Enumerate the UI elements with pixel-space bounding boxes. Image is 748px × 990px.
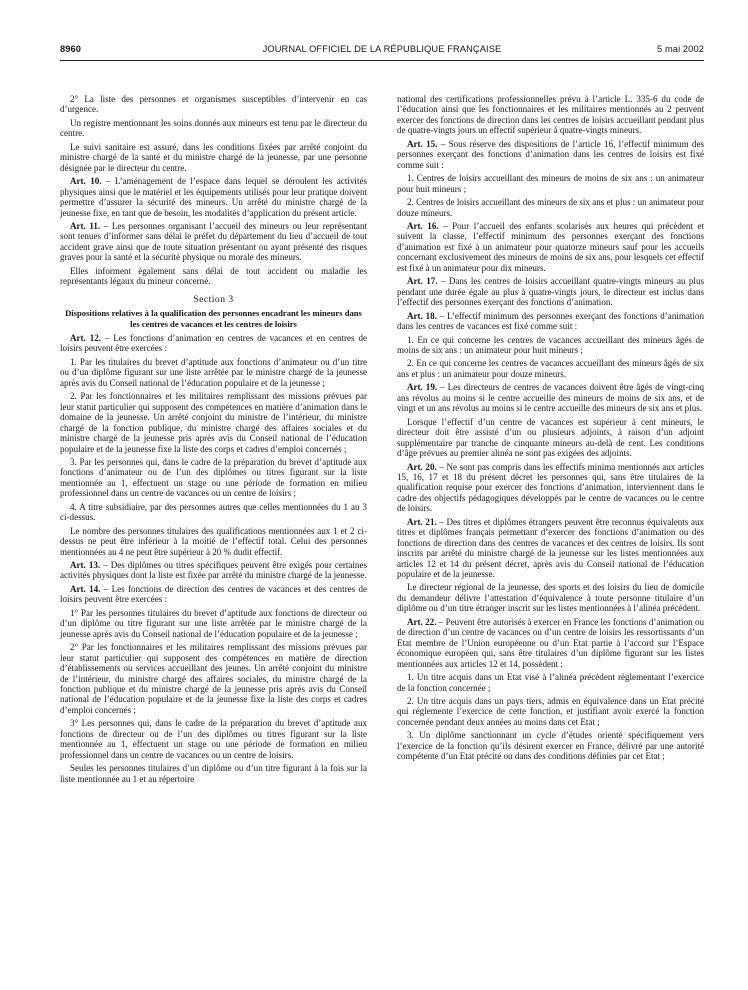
article-number: Art. 16. [407, 220, 439, 231]
header-rule [60, 60, 704, 61]
left-column [60, 94, 367, 787]
section-heading: Section 3 [193, 293, 234, 305]
paragraph-text: – Des diplômes ou titres spécifiques peuvent être exigés pour certaines activités physiques dont la liste est fixée par arrêté du ministre chargé de la jeunesse. [60, 560, 367, 581]
paragraph [397, 358, 704, 379]
paragraph-text: – Des titres et diplômes étrangers peuvent être reconnus équivalents aux titres et diplômes français permettant d’exercer des fonctions d’animation ou des fonctions de direction dans des centres de vacances et des centres de loisirs. Ils sont inscrits par arrêté du ministre chargé de la jeunesse sur les listes mentionnées aux articles 12 et 14 du présent décret, après avis du Conseil national de l’éducation populaire et de la jeunesse. [397, 516, 704, 580]
article-paragraph [397, 276, 704, 307]
article-number: Art. 10. [70, 176, 102, 187]
article-number: Art. 11. [70, 220, 101, 231]
paragraph [60, 266, 367, 287]
paragraph-text: 2. Un titre acquis dans un pays tiers, admis en équivalence dans un Etat précité qui réglemente l’exercice de cette fonction, et justifiant avoir exercé la fonction concernée pendant deux années au moins dans cet Etat ; [397, 696, 704, 727]
paragraph [60, 526, 367, 557]
paragraph-text: Le suivi sanitaire est assuré, dans les conditions fixées par arrêté conjoint du ministre chargé de la santé et du ministre chargé de la jeunesse, par une personne désignée par le directeur du centre. [60, 141, 367, 173]
paragraph-text: – Les personnes organisant l’accueil des mineurs ou leur représentant sont tenues d’informer sans délai le préfet du département du lieu d’accueil de tout accident grave ainsi que de toute situation présentant ou ayant présenté des risques graves pour la santé et la sécurité physique ou morale des mineurs. [60, 220, 367, 263]
paragraph-text: – L’effectif minimum des personnes exerçant des fonctions d’animation dans les centres de vacances est fixé comme suit : [397, 310, 704, 332]
paragraph-text: – L’aménagement de l’espace dans lequel se déroulent les activités physiques ainsi que le matériel et les équipements utilisés pour leur pratique doivent permettre d’assurer la sécurité des mineurs. Un arrêté du ministre chargé de la jeunesse fixe, en tant que de besoin, les modalités d’application du présent article. [60, 176, 367, 218]
section-title: Dispositions relatives à la qualification des personnes encadrant les mineurs dans les centres de vacances et les centres de loisirs [65, 308, 362, 329]
paragraph [60, 357, 367, 388]
paragraph-text: 1. En ce qui concerne les centres de vacances accueillant des mineurs âgés de moins de six ans : un animateur pour huit mineurs ; [397, 334, 704, 355]
article-paragraph [397, 221, 704, 273]
article-number: Art. 20. [407, 461, 437, 472]
publication-date: 5 mai 2002 [657, 44, 704, 54]
article-paragraph [60, 221, 367, 263]
paragraph [60, 718, 367, 760]
paragraph-text: – Peuvent être autorisés à exercer en France les fonctions d’animation ou de direction d’un centre de vacances ou d’un centre de loisirs les ressortissants d’un Etat membre de l’Union européenne ou d’un Etat partie à l’accord sur l’Espace économique européen qui, sans être titulaires d’un diplôme figurant sur les listes mentionnées aux articles 12 et 14, possèdent : [397, 616, 704, 669]
article-paragraph [60, 560, 367, 581]
paragraph-text: 1. Un titre acquis dans un Etat visé à l’alinéa précédent réglementant l’exercice de la fonction concernée ; [397, 672, 704, 693]
article-paragraph [60, 584, 367, 605]
text-columns [60, 94, 704, 984]
paragraph-text: national des certifications professionnelles prévu à l’article L. 335-6 du code de l’éducation ainsi que les fonctionnaires et les militaires mentionnés au 2 peuvent exercer des fonctions de direction dans les centres de loisirs accueillant pendant plus de quatre-vingts jours un effectif supérieur à quatre-vingts mineurs. [397, 94, 704, 136]
paragraph-text: 4. A titre subsidiaire, par des personnes autres que celles mentionnées du 1 au 3 ci-dessus. [60, 501, 367, 523]
paragraph-text: Lorsque l’effectif d’un centre de vacances est supérieur à cent mineurs, le directeur doit être assisté d’un ou plusieurs adjoints, à raison d’un adjoint supplémentaire par tranche de cinquante mineurs au-delà de cent. Les conditions d’âge prévues au premier alinéa ne sont pas exigées des adjoints. [397, 416, 704, 459]
article-number: Art. 12. [70, 332, 102, 343]
article-paragraph [397, 311, 704, 332]
article-paragraph [397, 382, 704, 413]
paragraph-text: 1. Par les titulaires du brevet d’aptitude aux fonctions d’animateur ou d’un titre ou d’un diplôme figurant sur une liste arrêtée par le ministre chargé de la jeunesse après avis du Conseil national de l’éducation populaire et de la jeunesse ; [60, 356, 367, 388]
paragraph [397, 197, 704, 218]
article-number: Art. 22. [407, 616, 437, 627]
paragraph-text: – Les directeurs de centres de vacances doivent être âgés de vingt-cinq ans révolus au moins si le centre accueille des mineurs de moins de six ans, et de vingt et un ans révolus au moins si le centre accueille des mineurs de six ans et plus. [397, 382, 704, 414]
paragraph [60, 763, 367, 784]
paragraph-text: – Sous réserve des dispositions de l’article 16, l’effectif minimum des personnes exerçant des fonctions d’animation dans les centres de loisirs est fixé comme suit : [397, 138, 704, 170]
journal-title: JOURNAL OFFICIEL DE LA RÉPUBLIQUE FRANÇAISE [262, 44, 502, 54]
paragraph [397, 417, 704, 459]
paragraph [397, 696, 704, 727]
article-paragraph [60, 333, 367, 354]
article-number: Art. 19. [407, 382, 438, 393]
paragraph [397, 672, 704, 693]
article-number: Art. 17. [407, 276, 438, 287]
paragraph [60, 142, 367, 173]
paragraph-text: – Les fonctions d’animation en centres de vacances et en centres de loisirs peuvent être exercées : [60, 332, 367, 354]
article-paragraph [397, 517, 704, 580]
paragraph-text: Le directeur régional de la jeunesse, des sports et des loisirs du lieu de domicile du demandeur délivre l’attestation d’équivalence à toute personne titulaire d’un diplôme ou d’un titre étranger inscrit sur les listes mentionnées à l’alinéa précédent. [397, 582, 704, 614]
paragraph-text: 3. Un diplôme sanctionnant un cycle d’études orienté spécifiquement vers l’exercice de la fonction qu’ils désirent exercer en France, délivré par une autorité compétente d’un Etat précité ou dans des conditions définies par cet Etat ; [397, 730, 704, 762]
page-number: 8960 [60, 44, 82, 54]
paragraph [60, 457, 367, 499]
article-number: Art. 18. [407, 310, 437, 321]
paragraph-text: 1° Par les personnes titulaires du brevet d’aptitude aux fonctions de directeur ou d’un diplôme ou titre figurant sur une liste arrêtée par le ministre chargé de la jeunesse après avis du Conseil national de l’éducation populaire et de la jeunesse ; [60, 607, 367, 639]
paragraph-text: 2. Par les fonctionnaires et les militaires remplissant des missions prévues par leur statut particulier qui supposent des compétences en matière d’animation dans le domaine de la jeunesse. Un arrêté conjoint du ministre de l’intérieur, du ministre chargé de la fonction publique, du ministre chargé des affaires sociales et du ministre chargé de la jeunesse pris après avis du Conseil national de l’éducation populaire et de la jeunesse fixe la liste des corps et cadres d’emploi concernés ; [60, 391, 367, 454]
paragraph-text: 2. En ce qui concerne les centres de vacances accueillant des mineurs âgés de six ans et plus : un animateur pour douze mineurs. [397, 358, 704, 379]
paragraph-text: 3° Les personnes qui, dans le cadre de la préparation du brevet d’aptitude aux fonctions de directeur ou de l’un des diplômes ou titres figurant sur la liste mentionnée au 1, effectuent un stage ou une période de formation en milieu professionnel dans un centre de vacances ou un centre de loisirs. [60, 718, 367, 760]
paragraph [60, 94, 367, 115]
paragraph-text: – Dans les centres de loisirs accueillant quatre-vingts mineurs au plus pendant une durée égale au plus à quatre-vingts jours, le directeur est inclus dans l’effectif des personnes exerçant des fonctions d’animation. [397, 276, 704, 308]
paragraph [60, 118, 367, 139]
article-number: Art. 13. [70, 560, 101, 571]
paragraph [60, 608, 367, 639]
paragraph-text: – Les fonctions de direction des centres de vacances et des centres de loisirs peuvent être exercées : [60, 583, 367, 605]
article-paragraph [397, 617, 704, 669]
paragraph-text: Seules les personnes titulaires d’un diplôme ou d’un titre figurant à la fois sur la liste mentionnée au 1 et au répertoire [60, 763, 367, 784]
paragraph-text: Le nombre des personnes titulaires des qualifications mentionnées aux 1 et 2 ci-dessus ne peut être inférieur à la moitié de l’effectif total. Celui des personnes mentionnées au 4 ne peut être supérieur à 20 % dudit effectif. [60, 525, 367, 557]
paragraph [60, 391, 367, 454]
article-paragraph [397, 462, 704, 514]
paragraph-text: Un registre mentionnant les soins donnés aux mineurs est tenu par le directeur du centre. [60, 117, 367, 139]
paragraph [397, 94, 704, 136]
right-column [397, 94, 704, 765]
article-paragraph [60, 176, 367, 218]
paragraph-text: Elles informent également sans délai de tout accident ou maladie les représentants légaux du mineur concerné. [60, 265, 367, 287]
paragraph-text: 1. Centres de loisirs accueillant des mineurs de moins de six ans : un animateur pour huit mineurs ; [397, 173, 704, 194]
paragraph [60, 502, 367, 523]
paragraph [397, 582, 704, 613]
paragraph-text: 2. Centres de loisirs accueillant des mineurs de six ans et plus : un animateur pour douze mineurs. [397, 197, 704, 218]
paragraph [60, 642, 367, 715]
paragraph-text: 2° La liste des personnes et organismes susceptibles d’intervenir en cas d’urgence. [60, 94, 367, 115]
article-paragraph [397, 139, 704, 170]
article-number: Art. 15. [407, 138, 438, 149]
paragraph-text: – Ne sont pas compris dans les effectifs minima mentionnés aux articles 15, 16, 17 et 18 du présent décret les personnes qui, sans être titulaires de la qualification requise pour exercer des fonctions d’animation, interviennent dans le cadre des objectifs pédagogiques développés par le centre de vacances ou le centre de loisirs. [397, 461, 704, 514]
paragraph [397, 730, 704, 761]
paragraph-text: 2° Par les fonctionnaires et les militaires remplissant des missions prévues par leur statut particulier qui supposent des compétences en matière de direction d’établissements ou services accueillant des jeunes. Un arrêté conjoint du ministre de l’intérieur, du ministre chargé des affaires sociales, du ministre chargé de la fonction publique et du ministre chargé de la jeunesse pris après avis du Conseil national de l’éducation populaire et de la jeunesse fixe la liste des corps et cadres d’emploi concernés ; [60, 642, 367, 715]
paragraph [397, 335, 704, 356]
paragraph [397, 173, 704, 194]
paragraph-text: 3. Par les personnes qui, dans le cadre de la préparation du brevet d’aptitude aux fonctions d’animateur ou de l’un des diplômes ou titres figurant sur la liste mentionnée au 1, effectuent un stage ou une période de formation en milieu professionnel dans un centre de vacances ou un centre de loisirs ; [60, 456, 367, 499]
article-number: Art. 21. [407, 516, 437, 527]
page-header [60, 44, 704, 58]
paragraph-text: – Pour l’accueil des enfants scolarisés aux heures qui précèdent et suivent la classe, l’effectif minimum des personnes exerçant des fonctions d’animation est fixé à un animateur pour quatorze mineurs sauf pour les accueils concernant exclusivement des mineurs de moins de six ans, pour lesquels cet effectif est fixé à un animateur pour dix mineurs. [397, 220, 704, 273]
article-number: Art. 14. [70, 583, 101, 594]
